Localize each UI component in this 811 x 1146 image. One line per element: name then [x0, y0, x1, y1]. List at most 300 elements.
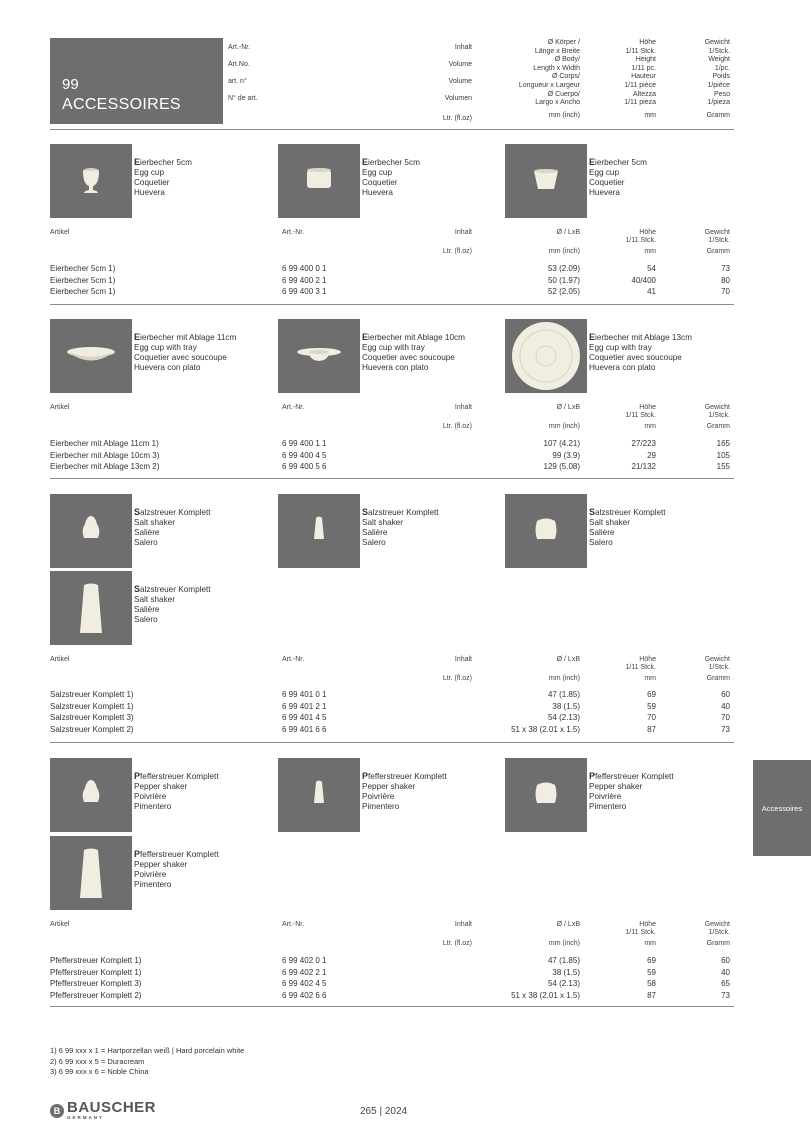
col-gewicht-2: 1/Stck. — [708, 929, 730, 936]
product-description — [134, 584, 254, 625]
product-name-en: Pepper shaker — [362, 782, 416, 791]
row-hoehe: 41 — [647, 287, 656, 297]
header-hoehe-line: 1/11 pièce — [624, 81, 656, 89]
product-shape-icon — [50, 571, 132, 645]
product-description — [589, 332, 709, 373]
row-artnr: 6 99 400 0 1 — [282, 264, 327, 273]
header-gewicht-line: Gewicht — [704, 39, 730, 46]
product-image — [505, 144, 587, 218]
product-name-rest: alzstreuer Komplett — [140, 585, 211, 594]
product-name-rest: fefferstreuer Komplett — [140, 772, 219, 781]
row-hoehe: 87 — [647, 990, 656, 1000]
col-gewicht: Gewicht — [704, 404, 730, 411]
logo-mark-icon: B — [50, 1104, 64, 1118]
product-name-initial: S — [134, 584, 141, 594]
header-labels-line: Art.No. — [228, 61, 250, 68]
header-inhalt-line: Ltr. (fl.oz) — [442, 115, 472, 122]
header-koerper-line: Länge x Breite — [534, 47, 580, 55]
row-artikel: Salzstreuer Komplett 1) — [50, 690, 134, 699]
row-artnr: 6 99 401 0 1 — [282, 690, 327, 699]
row-artikel: Salzstreuer Komplett 3) — [50, 713, 134, 723]
header-hoehe-line: 1/11 pieza — [624, 99, 656, 107]
header-gewicht-line: 1/pc. — [714, 64, 730, 72]
col-hoehe-unit: mm — [644, 675, 656, 682]
product-name-initial: E — [362, 332, 369, 342]
product-name-es: Huevera — [362, 188, 393, 197]
header-inhalt-line: Volume — [448, 78, 472, 85]
product-name — [589, 771, 709, 782]
header-koerper-line: Ø Körper / — [547, 39, 580, 46]
col-artikel: Artikel — [50, 404, 70, 411]
row-artnr: 6 99 400 4 5 — [282, 450, 327, 460]
row-hoehe: 59 — [647, 967, 656, 977]
logo-sub: GERMANY — [67, 1115, 105, 1120]
col-hoehe-2: 1/11 Stck. — [625, 664, 656, 671]
product-name-rest: fefferstreuer Komplett — [140, 850, 219, 859]
product-name-fr: Coquetier — [589, 178, 625, 187]
col-artikel: Artikel — [50, 656, 70, 663]
product-image — [50, 319, 132, 393]
product-name-en: Salt shaker — [134, 518, 175, 527]
col-artikel: Artikel — [50, 921, 70, 928]
product-name-fr: Poivrière — [589, 792, 622, 801]
product-shape-icon — [50, 758, 132, 832]
row-artnr: 6 99 401 4 5 — [282, 713, 327, 723]
col-gewicht: Gewicht — [704, 229, 730, 236]
product-name-initial: S — [134, 507, 141, 517]
row-artnr: 6 99 401 2 1 — [282, 701, 327, 711]
row-gewicht: 40 — [721, 701, 730, 711]
header-hoehe-line: 1/11 pc. — [631, 64, 656, 72]
product-name-initial: E — [362, 157, 369, 167]
row-gewicht: 70 — [721, 713, 730, 723]
header-gewicht-line: Poids — [712, 73, 730, 81]
col-hoehe-2: 1/11 Stck. — [625, 237, 656, 244]
row-artikel: Pfefferstreuer Komplett 1) — [50, 956, 142, 965]
row-artikel: Pfefferstreuer Komplett 2) — [50, 990, 142, 1000]
product-name-fr: Salière — [134, 528, 160, 537]
col-artnr: Art.-Nr. — [282, 229, 305, 236]
product-name-rest: ierbecher 5cm — [368, 158, 420, 167]
row-dim: 99 (3.9) — [552, 450, 580, 460]
col-hoehe-unit: mm — [644, 940, 656, 947]
product-name-fr: Coquetier — [134, 178, 170, 187]
row-hoehe: 87 — [647, 724, 656, 734]
product-image — [50, 144, 132, 218]
col-gewicht: Gewicht — [704, 921, 730, 928]
col-hoehe: Höhe — [639, 229, 656, 236]
col-hoehe-2: 1/11 Stck. — [625, 412, 656, 419]
product-name-en: Salt shaker — [589, 518, 630, 527]
row-dim: 54 (2.13) — [547, 713, 580, 723]
row-gewicht: 73 — [721, 724, 730, 734]
header-inhalt-labels — [400, 39, 472, 127]
group-rule — [50, 1006, 734, 1007]
group-rule — [50, 304, 734, 305]
product-name-fr: Salière — [134, 605, 160, 614]
footnote-3: 3) 6 99 xxx x 6 = Noble China — [50, 1067, 149, 1076]
row-artnr: 6 99 400 1 1 — [282, 439, 327, 448]
col-hoehe: Höhe — [639, 921, 656, 928]
product-name — [134, 157, 254, 168]
bauscher-logo — [50, 1101, 156, 1120]
header-koerper-line: Ø Body/ — [554, 56, 580, 64]
product-shape-icon — [50, 144, 132, 218]
product-shape-icon — [278, 319, 360, 393]
header-height-labels — [590, 39, 656, 120]
row-artnr: 6 99 402 0 1 — [282, 956, 327, 965]
product-name-rest: alzstreuer Komplett — [140, 508, 211, 517]
col-inhalt-unit: Ltr. (fl.oz) — [442, 248, 472, 255]
row-hoehe: 69 — [647, 690, 656, 699]
product-name-fr: Coquetier avec soucoupe — [362, 353, 455, 362]
header-artnr-labels — [228, 39, 258, 107]
row-hoehe: 54 — [647, 264, 656, 273]
header-inhalt-line: Inhalt — [454, 44, 472, 51]
product-name-en: Egg cup with tray — [362, 343, 425, 352]
product-shape-icon — [505, 758, 587, 832]
product-name-en: Pepper shaker — [134, 860, 188, 869]
product-name-fr: Salière — [589, 528, 615, 537]
row-dim: 129 (5.08) — [543, 462, 580, 472]
product-name-initial: E — [134, 157, 141, 167]
product-name — [362, 157, 482, 168]
row-gewicht: 80 — [721, 275, 730, 285]
row-hoehe: 59 — [647, 701, 656, 711]
row-dim: 52 (2.05) — [547, 287, 580, 297]
row-hoehe: 70 — [647, 713, 656, 723]
product-name-rest: ierbecher 5cm — [595, 158, 647, 167]
product-name-fr: Poivrière — [134, 870, 167, 879]
row-dim: 107 (4.21) — [543, 439, 580, 448]
row-dim: 53 (2.09) — [547, 264, 580, 273]
product-name-rest: alzstreuer Komplett — [368, 508, 439, 517]
product-image — [505, 319, 587, 393]
col-gewicht-unit: Gramm — [706, 675, 730, 682]
row-dim: 38 (1.5) — [552, 701, 580, 711]
product-image — [50, 836, 132, 910]
product-name-es: Salero — [134, 615, 158, 624]
product-name-en: Salt shaker — [134, 595, 175, 604]
col-hoehe-unit: mm — [644, 248, 656, 255]
product-name — [589, 507, 709, 518]
row-hoehe: 27/223 — [631, 439, 656, 448]
col-gewicht-unit: Gramm — [706, 940, 730, 947]
product-name — [589, 157, 709, 168]
product-name-fr: Coquetier avec soucoupe — [589, 353, 682, 362]
product-shape-icon — [278, 144, 360, 218]
col-gewicht: Gewicht — [704, 656, 730, 663]
col-hoehe-2: 1/11 Stck. — [625, 929, 656, 936]
product-name — [134, 507, 254, 518]
header-gewicht-line: Gramm — [706, 111, 730, 119]
col-inhalt-unit: Ltr. (fl.oz) — [442, 940, 472, 947]
product-name-initial: P — [362, 771, 369, 781]
product-name-es: Pimentero — [362, 802, 400, 811]
col-dim: Ø / LxB — [556, 656, 580, 663]
product-description — [134, 771, 254, 812]
header-hoehe-line: Altezza — [633, 90, 656, 98]
product-name-en: Pepper shaker — [589, 782, 643, 791]
footnote-1: 1) 6 99 xxx x 1 = Hartporzellan weiß | Hard porcelain white — [50, 1046, 245, 1055]
product-shape-icon — [505, 494, 587, 568]
col-artikel: Artikel — [50, 229, 70, 236]
col-inhalt: Inhalt — [454, 921, 472, 928]
product-name-es: Huevera — [589, 188, 620, 197]
product-name-en: Salt shaker — [362, 518, 403, 527]
header-hoehe-line: Height — [635, 56, 656, 64]
product-name-en: Egg cup — [589, 168, 620, 177]
product-image — [50, 494, 132, 568]
col-hoehe: Höhe — [639, 404, 656, 411]
product-name-rest: ierbecher mit Ablage 10cm — [368, 333, 465, 342]
product-image — [505, 494, 587, 568]
product-name-initial: S — [362, 507, 369, 517]
product-name-en: Egg cup — [134, 168, 165, 177]
footnotes — [50, 1046, 244, 1078]
col-inhalt: Inhalt — [454, 656, 472, 663]
header-inhalt-line: Volumen — [444, 95, 472, 102]
product-description — [362, 332, 482, 373]
product-name — [362, 507, 482, 518]
product-name-rest: fefferstreuer Komplett — [368, 772, 447, 781]
row-hoehe: 58 — [647, 979, 656, 989]
row-hoehe: 29 — [647, 450, 656, 460]
row-artikel: Eierbecher mit Ablage 10cm 3) — [50, 450, 160, 460]
row-artikel: Salzstreuer Komplett 1) — [50, 701, 134, 711]
col-artnr: Art.-Nr. — [282, 404, 305, 411]
product-name — [134, 849, 254, 860]
row-gewicht: 73 — [721, 990, 730, 1000]
product-image — [278, 144, 360, 218]
product-description — [589, 507, 709, 548]
col-dim-unit: mm (inch) — [548, 423, 580, 430]
product-name-fr: Poivrière — [134, 792, 167, 801]
product-image — [278, 319, 360, 393]
row-artnr: 6 99 400 5 6 — [282, 462, 327, 472]
col-hoehe: Höhe — [639, 656, 656, 663]
product-name-rest: ierbecher 5cm — [140, 158, 192, 167]
row-artikel: Eierbecher mit Ablage 11cm 1) — [50, 439, 159, 448]
product-shape-icon — [278, 494, 360, 568]
col-dim-unit: mm (inch) — [548, 675, 580, 682]
col-gewicht-2: 1/Stck. — [708, 412, 730, 419]
header-labels-line: N° de art. — [228, 95, 258, 102]
header-labels-line: art. n° — [228, 78, 247, 85]
section-title-box — [50, 38, 223, 124]
group-rule — [50, 742, 734, 743]
row-dim: 51 x 38 (2.01 x 1.5) — [511, 990, 580, 1000]
product-name — [134, 584, 254, 595]
row-dim: 47 (1.85) — [547, 690, 580, 699]
product-name-es: Salero — [134, 538, 158, 547]
product-name-es: Huevera — [134, 188, 165, 197]
product-name — [362, 332, 482, 343]
row-artikel: Eierbecher 5cm 1) — [50, 287, 116, 297]
row-artikel: Salzstreuer Komplett 2) — [50, 724, 134, 734]
product-description — [589, 771, 709, 812]
row-hoehe: 21/132 — [631, 462, 656, 472]
header-gewicht-line: Weight — [708, 56, 730, 64]
product-name-fr: Coquetier — [362, 178, 398, 187]
col-gewicht-2: 1/Stck. — [708, 664, 730, 671]
header-koerper-line: Ø Cuerpo/ — [547, 90, 580, 98]
product-name-fr: Salière — [362, 528, 388, 537]
row-dim: 38 (1.5) — [552, 967, 580, 977]
row-artnr: 6 99 402 2 1 — [282, 967, 327, 977]
header-rule — [50, 129, 734, 130]
header-gewicht-line: 1/Stck. — [708, 47, 730, 55]
header-koerper-line: mm (inch) — [548, 111, 580, 119]
product-name-es: Pimentero — [589, 802, 627, 811]
header-hoehe-line: Hauteur — [631, 73, 656, 81]
row-gewicht: 70 — [721, 287, 730, 297]
col-gewicht-unit: Gramm — [706, 248, 730, 255]
product-name-es: Huevera con plato — [589, 363, 656, 372]
product-name-es: Huevera con plato — [134, 363, 201, 372]
product-description — [134, 507, 254, 548]
product-name-en: Egg cup with tray — [134, 343, 197, 352]
product-name-initial: E — [589, 157, 596, 167]
side-tab-accessoires[interactable]: Accessoires — [753, 760, 811, 856]
header-hoehe-line: mm — [644, 111, 656, 119]
product-name-rest: fefferstreuer Komplett — [595, 772, 674, 781]
product-name-es: Pimentero — [134, 802, 172, 811]
row-dim: 50 (1.97) — [547, 275, 580, 285]
header-koerper-line: Longueur x Largeur — [518, 81, 580, 89]
group-rule — [50, 478, 734, 479]
product-name-en: Egg cup — [362, 168, 393, 177]
col-gewicht-unit: Gramm — [706, 423, 730, 430]
product-name-initial: P — [134, 771, 141, 781]
product-name-initial: P — [134, 849, 141, 859]
product-description — [134, 849, 254, 890]
product-name-initial: E — [589, 332, 596, 342]
product-shape-icon — [505, 319, 587, 393]
product-name — [134, 771, 254, 782]
row-artnr: 6 99 400 2 1 — [282, 275, 327, 285]
col-dim-unit: mm (inch) — [548, 940, 580, 947]
col-hoehe-unit: mm — [644, 423, 656, 430]
section-number: 99 — [62, 76, 79, 93]
section-title: ACCESSOIRES — [62, 96, 181, 113]
row-gewicht: 73 — [721, 264, 730, 273]
product-description — [362, 771, 482, 812]
header-koerper-line: Length x Width — [533, 64, 580, 72]
row-artnr: 6 99 402 6 6 — [282, 990, 327, 1000]
product-shape-icon — [505, 144, 587, 218]
product-name-initial: P — [589, 771, 596, 781]
row-gewicht: 60 — [721, 690, 730, 699]
product-name-initial: S — [589, 507, 596, 517]
row-dim: 51 x 38 (2.01 x 1.5) — [511, 724, 580, 734]
product-name — [589, 332, 709, 343]
product-image — [278, 758, 360, 832]
product-image — [50, 758, 132, 832]
product-name-fr: Poivrière — [362, 792, 395, 801]
header-koerper-line: Largo x Ancho — [535, 99, 580, 107]
col-gewicht-2: 1/Stck. — [708, 237, 730, 244]
header-weight-labels — [670, 39, 730, 120]
row-dim: 47 (1.85) — [547, 956, 580, 965]
product-shape-icon — [278, 758, 360, 832]
header-koerper-line: Ø Corps/ — [551, 73, 580, 81]
product-name-es: Salero — [362, 538, 386, 547]
row-artikel: Eierbecher 5cm 1) — [50, 264, 116, 273]
header-gewicht-line: 1/pièce — [707, 81, 730, 89]
col-inhalt: Inhalt — [454, 404, 472, 411]
col-inhalt: Inhalt — [454, 229, 472, 236]
product-name — [134, 332, 254, 343]
header-hoehe-line: Höhe — [639, 39, 656, 46]
header-gewicht-line: 1/pieza — [707, 99, 730, 107]
col-dim: Ø / LxB — [556, 921, 580, 928]
product-description — [362, 507, 482, 548]
col-dim: Ø / LxB — [556, 404, 580, 411]
header-gewicht-line: Peso — [714, 90, 730, 98]
product-shape-icon — [50, 836, 132, 910]
row-hoehe: 69 — [647, 956, 656, 965]
col-dim-unit: mm (inch) — [548, 248, 580, 255]
logo-brand: BAUSCHER — [67, 1099, 157, 1116]
page-number: 265 | 2024 — [360, 1106, 408, 1117]
product-name-es: Huevera con plato — [362, 363, 429, 372]
header-inhalt-line: Volume — [448, 61, 472, 68]
footnote-2: 2) 6 99 xxx x 5 = Duracream — [50, 1056, 145, 1066]
row-gewicht: 60 — [721, 956, 730, 965]
row-hoehe: 40/400 — [631, 275, 656, 285]
row-artikel: Pfefferstreuer Komplett 1) — [50, 967, 142, 977]
product-name-es: Pimentero — [134, 880, 172, 889]
header-dimension-labels — [490, 39, 580, 120]
product-name-en: Pepper shaker — [134, 782, 188, 791]
row-gewicht: 165 — [716, 439, 730, 448]
row-artnr: 6 99 402 4 5 — [282, 979, 327, 989]
product-name-en: Egg cup with tray — [589, 343, 652, 352]
product-description — [362, 157, 482, 198]
product-name-initial: E — [134, 332, 141, 342]
product-description — [589, 157, 709, 198]
product-name-rest: ierbecher mit Ablage 11cm — [140, 333, 237, 342]
product-description — [134, 157, 254, 198]
row-dim: 54 (2.13) — [547, 979, 580, 989]
row-gewicht: 40 — [721, 967, 730, 977]
row-artikel: Eierbecher 5cm 1) — [50, 275, 116, 285]
col-inhalt-unit: Ltr. (fl.oz) — [442, 675, 472, 682]
col-inhalt-unit: Ltr. (fl.oz) — [442, 423, 472, 430]
product-name-rest: ierbecher mit Ablage 13cm — [595, 333, 692, 342]
col-artnr: Art.-Nr. — [282, 921, 305, 928]
row-artikel: Eierbecher mit Ablage 13cm 2) — [50, 462, 160, 472]
product-shape-icon — [50, 319, 132, 393]
row-artikel: Pfefferstreuer Komplett 3) — [50, 979, 142, 989]
product-image — [278, 494, 360, 568]
product-name — [362, 771, 482, 782]
row-gewicht: 155 — [716, 462, 730, 472]
product-shape-icon — [50, 494, 132, 568]
row-gewicht: 105 — [716, 450, 730, 460]
product-description — [134, 332, 254, 373]
row-artnr: 6 99 400 3 1 — [282, 287, 327, 297]
header-labels-line: Art.-Nr. — [228, 44, 251, 51]
header-hoehe-line: 1/11 Stck. — [625, 47, 656, 55]
col-dim: Ø / LxB — [556, 229, 580, 236]
col-artnr: Art.-Nr. — [282, 656, 305, 663]
row-gewicht: 65 — [721, 979, 730, 989]
product-name-rest: alzstreuer Komplett — [595, 508, 666, 517]
product-image — [50, 571, 132, 645]
row-artnr: 6 99 401 6 6 — [282, 724, 327, 734]
